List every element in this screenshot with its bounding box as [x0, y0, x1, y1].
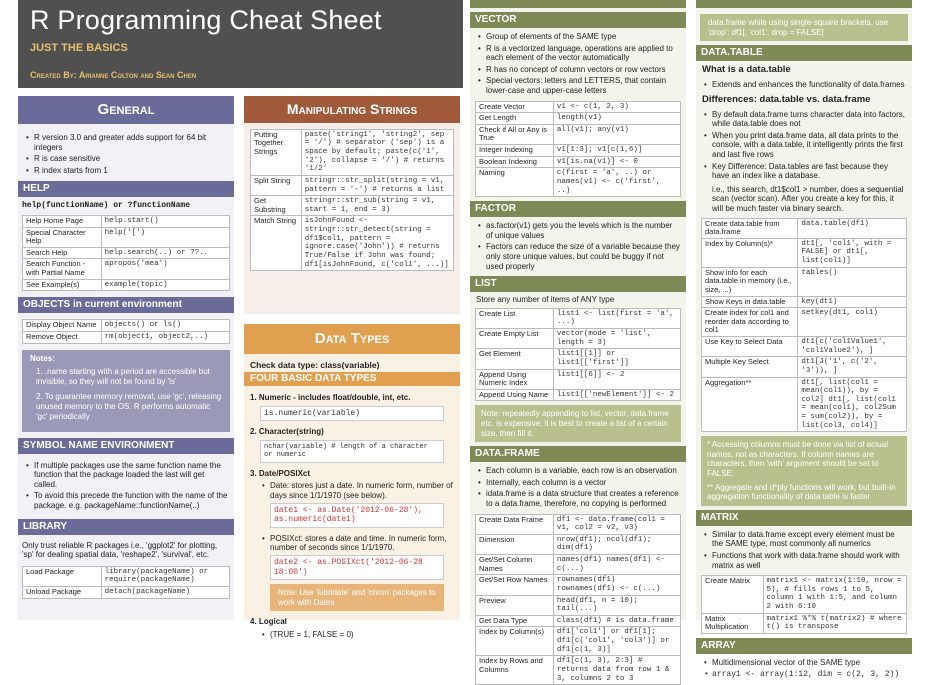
what-bullet: • Extends and enhances the functionality of data.frames — [702, 80, 906, 90]
matrix-bullets — [696, 526, 912, 575]
general-bullet: • R index starts from 1 — [24, 166, 228, 176]
four-types-title: FOUR BASIC DATA TYPES — [244, 372, 460, 386]
row-key: Index by Rows and Columns — [476, 656, 554, 685]
row-key: Use Key to Select Data — [702, 337, 798, 357]
symbol-title: SYMBOL NAME ENVIRONMENT — [18, 438, 234, 454]
dataframe-table — [475, 514, 681, 685]
row-value: help.start() — [101, 215, 229, 227]
note-item: ** Aggregate and d*ply functions will work, but built-in aggregation functionality of data table is faster — [707, 482, 896, 502]
table-row — [702, 267, 907, 296]
table-row — [476, 145, 681, 157]
diff-bullet: • By default data.frame turns character data into factors, while data.table does not — [702, 110, 906, 129]
numeric-code: is.numeric(variable) — [260, 406, 444, 422]
row-value: v1[1:3]; v1[c(1,6)] — [553, 145, 680, 157]
vector-bullet: • R has no concept of column vectors or row vectors — [476, 65, 680, 75]
row-key: Create index for col1 and reorder data according to col1 — [702, 308, 798, 337]
row-value: nrow(df1); ncol(df1); dim(df1) — [553, 534, 680, 554]
logical-bullets — [250, 630, 454, 640]
dataframe-bullet: • Each column is a variable, each row is an observation — [476, 466, 680, 476]
logical-heading: 4. Logical — [250, 617, 287, 627]
dataframe-bullet: • Internally, each column is a vector — [476, 478, 680, 488]
dataframe-title: DATA.FRAME — [470, 446, 686, 462]
vector-table — [475, 101, 681, 198]
diff-bullets — [696, 110, 912, 181]
table-row — [476, 627, 681, 656]
row-value: df1['col1'] or df1[1]; df1[c('col1', 'col3')] or df1[c(1, 3)] — [553, 627, 680, 656]
row-key: Split String — [251, 175, 302, 195]
library-title: LIBRARY — [18, 519, 234, 535]
factor-bullets — [470, 217, 686, 276]
table-row — [476, 656, 681, 685]
list-text: Store any number of items of ANY type — [476, 295, 615, 305]
row-value: list1[['newElement']] <- 2 — [553, 389, 680, 401]
vector-bullet: • Group of elements of the SAME type — [476, 32, 680, 42]
row-value: objects() or ls() — [101, 320, 229, 332]
posix-bullets — [250, 534, 454, 553]
dataframe-bullet: • idata.frame is a data structure that creates a reference to a data.frame, therefore, no copying is performed — [476, 489, 680, 508]
diff-bullet: • Key Difference: Data.tables are fast because they have an index like a database. — [702, 162, 906, 181]
table-row — [23, 259, 230, 279]
row-key: Get Substring — [251, 196, 302, 216]
table-row — [476, 308, 681, 328]
array-bullet: • array1 <- array(1:12, dim = c(2, 3, 2)) — [702, 670, 906, 680]
row-value: all(v1); any(v1) — [553, 124, 680, 144]
row-value: matrix1 <- matrix(1:10, nrow = 5), # fills rows 1 to 5, column 1 with 1:5, and column 2 with 6:10 — [763, 576, 907, 614]
row-value: dt1[, 'col1', with = FALSE] or dt1[, list(col1)] — [798, 238, 907, 267]
row-key: Check if All or Any is True — [476, 124, 554, 144]
row-key: Append Using Numeric Index — [476, 369, 554, 389]
row-key: Display Object Name — [23, 320, 102, 332]
general-bullet: • R version 3.0 and greater adds support for 64 bit integers — [24, 133, 228, 152]
list-note: Note: repeatedly appending to list, vector, data.frame etc. is expensive, it is best to create a list of a certain size, then fill it. — [475, 405, 681, 442]
factor-title: FACTOR — [470, 201, 686, 217]
row-key: Dimension — [476, 534, 554, 554]
posix-bullet: • POSIXct: stores a date and time. In numeric form, number of seconds since 1/1/1970. — [260, 534, 454, 553]
row-key: Preview — [476, 595, 554, 615]
vector-title: VECTOR — [470, 12, 686, 28]
row-key: Index by Column(s) — [476, 627, 554, 656]
table-row — [476, 329, 681, 349]
row-value: data.table(df1) — [798, 218, 907, 238]
table-row — [476, 156, 681, 168]
table-row — [23, 566, 230, 586]
table-row — [702, 218, 907, 238]
diff-heading: Differences: data.table vs. data.frame — [702, 94, 871, 106]
datatypes-panel — [244, 324, 460, 639]
table-row — [476, 124, 681, 144]
column-4 — [696, 0, 912, 679]
general-bullet: • R is case sensitive — [24, 154, 228, 164]
list-table — [475, 308, 681, 402]
row-key: Get Element — [476, 349, 554, 369]
character-code: nchar(variable) # length of a character or numeric — [260, 440, 444, 463]
table-row — [476, 168, 681, 197]
table-row — [476, 575, 681, 595]
library-table — [22, 566, 230, 599]
objects-notes — [22, 350, 230, 432]
row-key: Load Package — [23, 566, 102, 586]
row-value: dt1[, list(col1 = mean(col1)), by = col2] dt1[, list(col1 = mean(col1), col2Sum = sum(col2)), by = list(col3, col4)] — [798, 377, 907, 432]
row-key: Get/Set Row Names — [476, 575, 554, 595]
table-row — [23, 587, 230, 599]
help-table — [22, 215, 230, 291]
table-row — [476, 514, 681, 534]
table-row — [476, 555, 681, 575]
row-value: paste('string1', 'string2', sep = '/') # separator ('sep') is a space by default; paste(c('1', '2'), collapse = '/') # returns '1/2' — [301, 129, 453, 175]
row-value: key(dt1) — [798, 296, 907, 308]
matrix-bullet: • Similar to data.frame except every element must be the SAME type, most commonly all numerics — [702, 530, 906, 549]
character-heading: 2. Character(string) — [250, 427, 324, 437]
check-type: Check data type: class(variable) — [250, 360, 380, 370]
help-command: help(functionName) or ?functionName — [22, 201, 191, 211]
row-key: Create Vector — [476, 101, 554, 113]
logical-bullet: • (TRUE = 1, FALSE = 0) — [260, 630, 454, 640]
table-row — [702, 337, 907, 357]
datatable-note — [701, 436, 907, 506]
row-value: c(first = 'a', ..) or names(v1) <- c('first', ..) — [553, 168, 680, 197]
date-code: date1 <- as.Date('2012-06-28'), as.numeric(date1) — [270, 503, 444, 528]
row-value: matrix1 %*% t(matrix2) # where t() is transpose — [763, 613, 907, 633]
posix-code: date2 <- as.POSIXct('2012-06-28 18:00') — [270, 555, 444, 580]
row-key: Help Home Page — [23, 215, 102, 227]
row-key: Matrix Multiplication — [702, 613, 764, 633]
vector-bullets — [470, 28, 686, 101]
row-value: list1[[1]] or list1[['first']] — [553, 349, 680, 369]
table-row — [702, 613, 907, 633]
table-row — [702, 576, 907, 614]
dataframe-drop-note: data.frame while using single-square brackets, use 'drop': df1[, 'col1', drop = FALSE] — [700, 14, 908, 41]
datatable-table — [701, 218, 907, 433]
search-text: i.e., this search, dt1$col1 > number, does a sequential scan (vector scan). After you create a key for this, it will be much faster via binary search. — [712, 184, 904, 213]
row-value: v1[is.na(v1)] <- 0 — [553, 156, 680, 168]
row-value: class(df1) # is data.frame — [553, 615, 680, 627]
array-title: ARRAY — [696, 638, 912, 654]
row-value: isJohnFound <- stringr::str_detect(string = df1$col1, pattern = ignore.case('John')) # returns True/False if John was found; df1[isJohnFound, c('col1', ...)] — [301, 216, 453, 271]
date-bullets — [250, 481, 454, 500]
table-row — [23, 227, 230, 247]
row-key: Remove Object — [23, 331, 102, 343]
top-strip — [470, 0, 686, 8]
table-row — [251, 129, 454, 175]
general-bullets — [18, 124, 234, 181]
row-value: list1[[6]] <- 2 — [553, 369, 680, 389]
table-row — [476, 101, 681, 113]
row-value: apropos('mea') — [101, 259, 229, 279]
row-key: Match String — [251, 216, 302, 271]
strings-title: Manipulating Strings — [244, 96, 460, 123]
note-item: * Accessing columns must be done via list of actual names, not as characters. If column names are characters, then 'with' argument should be set to FALSE. — [707, 440, 888, 479]
table-row — [23, 279, 230, 291]
objects-table — [22, 319, 230, 343]
row-key: Naming — [476, 168, 554, 197]
factor-bullet: • as.factor(v1) gets you the levels which is the number of unique values — [476, 221, 680, 240]
page-title: R Programming Cheat Sheet — [30, 5, 382, 35]
row-key: Create List — [476, 308, 554, 328]
date-note: Note: Use 'lubridate' and 'chron' packages to work with Dates — [270, 584, 444, 611]
row-value: detach(packageName) — [101, 587, 229, 599]
header-banner — [18, 0, 463, 88]
table-row — [476, 389, 681, 401]
column-3 — [470, 0, 686, 683]
row-key: Show info for each data.table in memory (i.e., size, ...) — [702, 267, 798, 296]
row-key: Get Length — [476, 113, 554, 125]
row-key: See Example(s) — [23, 279, 102, 291]
strings-panel — [244, 96, 460, 314]
row-value: example(topic) — [101, 279, 229, 291]
row-key: Multiple Key Select — [702, 357, 798, 377]
row-key: Get Data Type — [476, 615, 554, 627]
row-key: Index by Column(s)* — [702, 238, 798, 267]
date-bullet: • Date: stores just a date. In numeric form, number of days since 1/1/1970 (see below). — [260, 481, 454, 500]
table-row — [702, 357, 907, 377]
credit-line: Created By: Arianne Colton and Sean Chen — [30, 70, 197, 80]
row-key: Create data.table from data.frame — [702, 218, 798, 238]
row-key: Search Function - with Partial Name — [23, 259, 102, 279]
row-value: rownames(df1) rownames(df1) <- c(...) — [553, 575, 680, 595]
vector-bullet: • R is a vectorized language, operations are applied to each element of the vector automatically — [476, 44, 680, 63]
table-row — [476, 615, 681, 627]
row-key: Create Matrix — [702, 576, 764, 614]
dataframe-bullets — [470, 462, 686, 513]
row-value: df1[c(1, 3), 2:3] # returns data from row 1 & 3, columns 2 to 3 — [553, 656, 680, 685]
table-row — [702, 296, 907, 308]
notes-title: Notes: — [30, 353, 55, 363]
table-row — [476, 349, 681, 369]
row-value: rm(object1, object2,..) — [101, 331, 229, 343]
what-heading: What is a data.table — [702, 64, 791, 76]
library-text: Only trust reliable R packages i.e., 'ggplot2' for plotting, 'sp' for dealing spatial data, 'reshape2', 'survival', etc. — [22, 540, 218, 560]
table-row — [23, 320, 230, 332]
row-value: list1 <- list(first = 'a', ...) — [553, 308, 680, 328]
datatypes-title: Data Types — [244, 324, 460, 354]
table-row — [251, 196, 454, 216]
array-bullets — [696, 654, 912, 684]
diff-bullet: • When you print data.frame data, all data prints to the console, with a data.table, it intelligently prints the first and last five rows — [702, 131, 906, 160]
symbol-bullet: • If multiple packages use the same function name the function that the package loaded the last will get called. — [24, 461, 228, 490]
date-heading: 3. Date/POSIXct — [250, 468, 311, 478]
numeric-heading: 1. Numeric - includes float/double, int, etc. — [250, 393, 411, 403]
table-row — [476, 369, 681, 389]
row-key: Append Using Name — [476, 389, 554, 401]
row-value: length(v1) — [553, 113, 680, 125]
row-key: Create Empty List — [476, 329, 554, 349]
page-subtitle: JUST THE BASICS — [30, 42, 128, 54]
table-row — [702, 238, 907, 267]
row-value: vector(mode = 'list', length = 3) — [553, 329, 680, 349]
matrix-table — [701, 575, 907, 634]
note-item: 2. To guarantee memory removal, use 'gc', releasing unused memory to the OS. R performs automatic 'gc' periodically — [36, 392, 222, 421]
table-row — [702, 308, 907, 337]
table-row — [702, 377, 907, 432]
row-value: dt1[c('col1Value1', 'col1Value2'), ] — [798, 337, 907, 357]
row-key: Putting Together Strings — [251, 129, 302, 175]
row-value: head(df1, n = 10); tail(...) — [553, 595, 680, 615]
row-key: Boolean Indexing — [476, 156, 554, 168]
row-value: v1 <- c(1, 2, 3) — [553, 101, 680, 113]
row-key: Special Character Help — [23, 227, 102, 247]
array-bullet: • Multidimensional vector of the SAME type — [702, 658, 906, 668]
matrix-bullet: • Functions that work with data.frame should work with matrix as well — [702, 551, 906, 570]
general-title: General — [18, 96, 234, 124]
table-row — [251, 216, 454, 271]
what-bullets — [696, 80, 912, 90]
row-value: help('[') — [101, 227, 229, 247]
row-key: Aggregation** — [702, 377, 798, 432]
row-value: names(df1) names(df1) <- c(...) — [553, 555, 680, 575]
help-title: HELP — [18, 181, 234, 197]
strings-table — [250, 129, 454, 271]
row-value: stringr::str_split(string = v1, pattern = '-') # returns a list — [301, 175, 453, 195]
general-panel — [18, 96, 234, 620]
table-row — [251, 175, 454, 195]
row-key: Search Help — [23, 247, 102, 259]
table-row — [476, 113, 681, 125]
symbol-bullets — [18, 454, 234, 519]
datatable-title: DATA.TABLE — [696, 45, 912, 61]
vector-bullet: • Special vectors: letters and LETTERS, that contain lower-case and upper-case letters — [476, 76, 680, 95]
top-strip — [696, 0, 912, 8]
symbol-bullet: • To avoid this precede the function with the name of the package. e.g. packageName::functionName(..) — [24, 491, 228, 510]
note-item: 1. .name starting with a period are accessible but invisible, so they will not be found by 'ls' — [36, 367, 210, 386]
row-key: Get/Set Column Names — [476, 555, 554, 575]
row-value: tables() — [798, 267, 907, 296]
row-key: Create Data Frame — [476, 514, 554, 534]
row-value: setkey(dt1, col1) — [798, 308, 907, 337]
matrix-title: MATRIX — [696, 510, 912, 526]
row-key: Integer Indexing — [476, 145, 554, 157]
row-value: df1 <- data.frame(col1 = v1, col2 = v2, v3) — [553, 514, 680, 534]
table-row — [476, 534, 681, 554]
row-value: library(packageName) or require(packageName) — [101, 566, 229, 586]
factor-bullet: • Factors can reduce the size of a variable because they only store unique values, but could be buggy if not used properly — [476, 242, 680, 271]
list-title: LIST — [470, 276, 686, 292]
row-value: dt1[J('1', c('2', '3')), ] — [798, 357, 907, 377]
table-row — [23, 247, 230, 259]
row-key: Show Keys in data.table — [702, 296, 798, 308]
table-row — [23, 215, 230, 227]
objects-title: OBJECTS in current environment — [18, 297, 234, 313]
row-value: stringr::str_sub(string = v1, start = 1, end = 3) — [301, 196, 453, 216]
row-value: help.search(..) or ??.. — [101, 247, 229, 259]
row-key: Unload Package — [23, 587, 102, 599]
table-row — [476, 595, 681, 615]
table-row — [23, 331, 230, 343]
